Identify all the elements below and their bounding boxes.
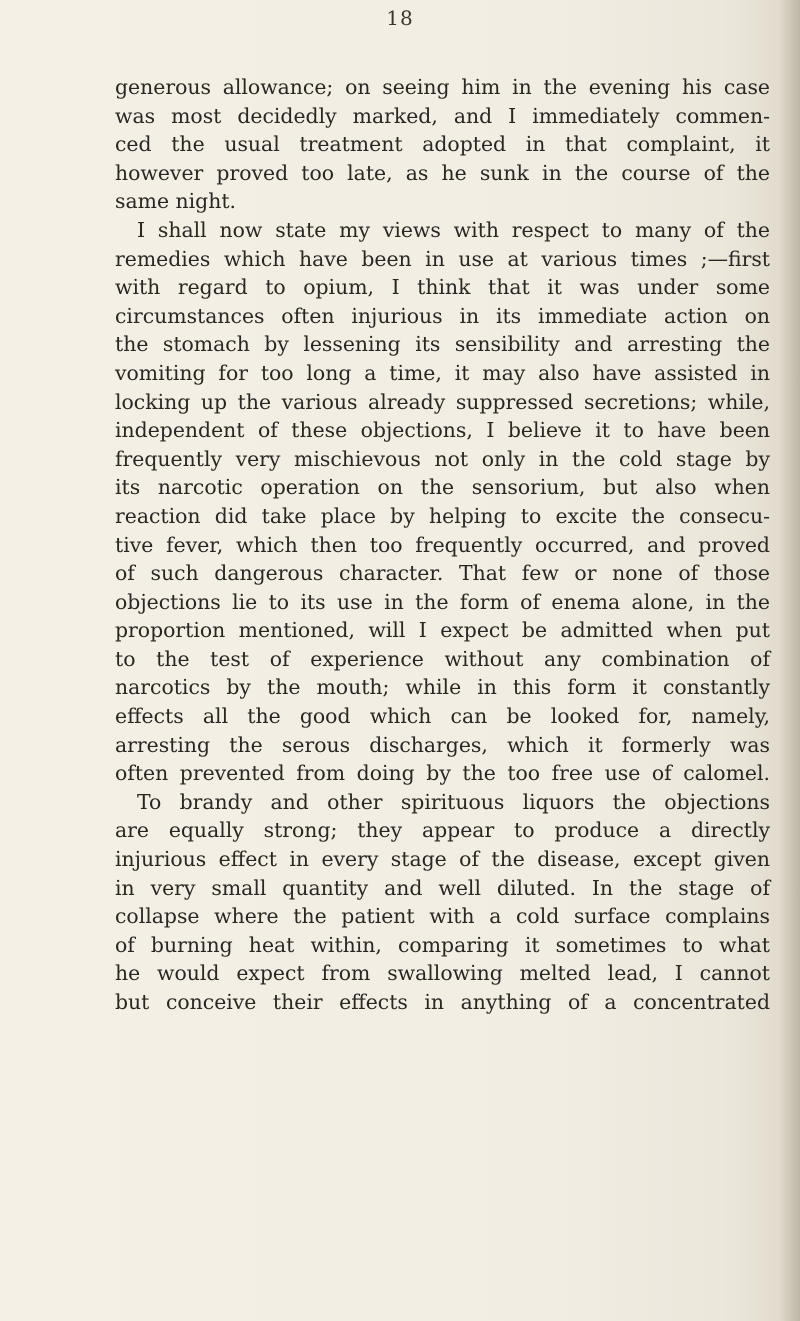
text-line: remedies which have been in use at various times ;—first	[115, 246, 770, 271]
text-line: To brandy and other spirituous liquors the objections	[137, 789, 770, 814]
page-edge-shadow	[780, 0, 800, 1321]
text-line: in very small quantity and well diluted. In the stage of	[115, 875, 770, 900]
text-line: with regard to opium, I think that it was under some	[115, 275, 770, 300]
text-line: collapse where the patient with a cold surface complains	[115, 904, 770, 929]
text-line: was most decidedly marked, and I immediately commen-	[115, 103, 770, 128]
text-line: however proved too late, as he sunk in the course of the	[115, 160, 770, 185]
page-number: 18	[386, 6, 414, 30]
text-line: circumstances often injurious in its immediate action on	[115, 303, 770, 328]
text-line: injurious effect in every stage of the disease, except given	[115, 847, 770, 872]
text-line: objections lie to its use in the form of enema alone, in the	[115, 589, 770, 614]
text-line: often prevented from doing by the too free use of calomel.	[115, 761, 770, 786]
text-line: tive fever, which then too frequently occurred, and proved	[115, 532, 770, 557]
text-line: generous allowance; on seeing him in the evening his case	[115, 75, 770, 99]
body-text	[115, 73, 770, 1017]
text-line: are equally strong; they appear to produce a directly	[115, 818, 770, 843]
text-line: its narcotic operation on the sensorium, but also when	[115, 475, 770, 500]
text-line: reaction did take place by helping to excite the consecu-	[115, 503, 770, 528]
text-line: he would expect from swallowing melted lead, I cannot	[115, 961, 770, 986]
text-line: vomiting for too long a time, it may also have assisted in	[115, 360, 770, 385]
text-line: proportion mentioned, will I expect be admitted when put	[115, 618, 770, 643]
text-line: of burning heat within, comparing it sometimes to what	[115, 932, 770, 957]
text-line: arresting the serous discharges, which it formerly was	[115, 732, 770, 757]
text-line: of such dangerous character. That few or none of those	[115, 561, 770, 586]
text-line: I shall now state my views with respect to many of the	[137, 217, 770, 242]
text-line: frequently very mischievous not only in the cold stage by	[115, 446, 770, 471]
text-line: ced the usual treatment adopted in that complaint, it	[115, 132, 770, 157]
text-line: narcotics by the mouth; while in this form it constantly	[115, 675, 770, 700]
text-line: but conceive their effects in anything of a concentrated	[115, 990, 770, 1014]
text-line: locking up the various already suppressed secretions; while,	[115, 389, 770, 414]
text-line: same night.	[115, 189, 237, 214]
text-line: independent of these objections, I believe it to have been	[115, 418, 770, 443]
text-line: effects all the good which can be looked for, namely,	[115, 704, 770, 729]
text-line: to the test of experience without any combination of	[115, 646, 770, 671]
text-line: the stomach by lessening its sensibility and arresting the	[115, 332, 770, 357]
